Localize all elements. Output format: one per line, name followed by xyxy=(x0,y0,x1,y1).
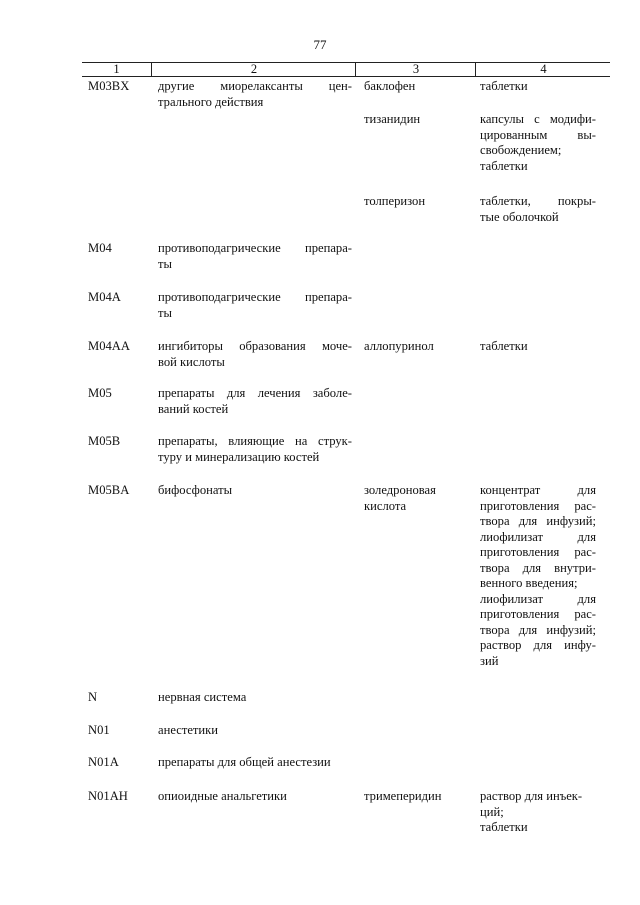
header-col-1: 1 xyxy=(113,62,120,76)
word: приготовления xyxy=(480,545,560,559)
word: моче- xyxy=(321,339,352,353)
atc-code xyxy=(88,690,148,706)
dosage-form xyxy=(480,79,596,95)
text-line: нервная система xyxy=(158,690,247,704)
text-line: аллопуринол xyxy=(364,339,434,353)
word: покры- xyxy=(557,194,596,208)
dosage-form xyxy=(480,339,596,355)
dosage-form xyxy=(480,789,596,836)
text-line xyxy=(480,638,596,654)
text-line xyxy=(158,434,352,450)
text-line: венного введения; xyxy=(480,576,578,590)
text-line xyxy=(480,128,596,144)
word: рас- xyxy=(574,607,596,621)
text-line xyxy=(480,592,596,608)
word: концентрат xyxy=(480,483,541,497)
text-line: ты xyxy=(158,305,172,320)
group-name xyxy=(158,723,352,739)
text-line xyxy=(480,483,596,499)
word: твора xyxy=(480,560,510,575)
text-line xyxy=(158,79,352,95)
text-line: вой кислоты xyxy=(158,354,225,369)
atc-code xyxy=(88,789,148,805)
word: для xyxy=(518,514,538,528)
word: препараты, xyxy=(158,434,218,448)
word: для xyxy=(577,591,596,606)
table-header xyxy=(82,63,610,76)
text-line: M03BX xyxy=(88,79,130,93)
table-header-border xyxy=(82,76,610,77)
word: инфузий; xyxy=(546,514,596,528)
atc-code xyxy=(88,723,148,739)
word: препара- xyxy=(304,241,352,255)
word: инфузий; xyxy=(546,622,596,637)
word: внутри- xyxy=(554,560,596,575)
group-name xyxy=(158,690,352,706)
text-line: тизанидин xyxy=(364,112,421,126)
word: для xyxy=(518,622,538,637)
word: противоподагрические xyxy=(158,290,281,304)
text-line: N01 xyxy=(88,723,110,737)
atc-code xyxy=(88,386,148,402)
word: другие xyxy=(158,79,195,93)
text-line: зий xyxy=(480,653,499,668)
group-name xyxy=(158,241,352,272)
word: приготовления xyxy=(480,498,560,513)
word: лечения xyxy=(257,386,301,400)
word: образования xyxy=(239,339,306,353)
text-line: раствор для инъек- xyxy=(480,789,583,803)
text-line: трального действия xyxy=(158,94,264,109)
header-col-3: 3 xyxy=(355,63,476,76)
word: лиофилизат xyxy=(480,591,543,606)
word: приготовления xyxy=(480,607,560,621)
text-line: N xyxy=(88,690,98,704)
text-line xyxy=(158,386,352,402)
word: миорелаксанты xyxy=(220,79,303,93)
text-line: опиоидные анальгетики xyxy=(158,789,287,803)
drug-name xyxy=(364,79,468,95)
atc-code xyxy=(88,241,148,257)
text-line: толперизон xyxy=(364,194,426,208)
word: таблетки, xyxy=(480,194,531,208)
word: инфу- xyxy=(564,638,596,652)
text-line: M05 xyxy=(88,386,112,400)
text-line: препараты для общей анестезии xyxy=(158,755,331,769)
word: рас- xyxy=(574,545,596,559)
text-line: M05B xyxy=(88,434,121,448)
text-line xyxy=(480,499,596,515)
text-line: N01AH xyxy=(88,789,128,803)
text-line xyxy=(480,607,596,623)
word: ингибиторы xyxy=(158,339,223,353)
word: препараты xyxy=(158,386,215,400)
header-col-4: 4 xyxy=(475,63,611,76)
text-line xyxy=(158,241,352,257)
text-line: N01A xyxy=(88,755,119,769)
text-line: кислота xyxy=(364,498,407,513)
text-line: M05BA xyxy=(88,483,130,497)
text-line xyxy=(480,514,596,530)
text-line: M04AA xyxy=(88,339,130,353)
text-line: бифосфонаты xyxy=(158,483,233,497)
text-line: таблетки xyxy=(480,79,528,93)
word: лиофилизат xyxy=(480,529,543,544)
group-name xyxy=(158,483,352,499)
word: цен- xyxy=(328,79,352,93)
word: вы- xyxy=(577,127,596,142)
drug-name xyxy=(364,483,468,514)
text-line xyxy=(480,623,596,639)
text-line xyxy=(158,339,352,355)
atc-code xyxy=(88,79,148,95)
dosage-form xyxy=(480,483,596,669)
drug-name xyxy=(364,194,468,210)
drug-name xyxy=(364,339,468,355)
text-line: M04A xyxy=(88,290,121,304)
word: препара- xyxy=(304,290,352,304)
atc-code xyxy=(88,290,148,306)
text-line: золедроновая xyxy=(364,483,436,497)
text-line: таблетки xyxy=(480,820,528,834)
atc-code xyxy=(88,434,148,450)
text-line: M04 xyxy=(88,241,112,255)
text-line: тримеперидин xyxy=(364,789,442,803)
text-line xyxy=(480,545,596,561)
atc-code xyxy=(88,755,148,771)
text-line: таблетки xyxy=(480,158,528,173)
text-line: анестетики xyxy=(158,723,219,737)
group-name xyxy=(158,79,352,110)
group-name xyxy=(158,755,352,771)
word: для xyxy=(226,386,246,400)
word: раствор xyxy=(480,638,522,652)
word: на xyxy=(295,434,308,448)
word: для xyxy=(533,638,553,652)
text-line: свобождением; xyxy=(480,143,562,157)
word: рас- xyxy=(574,498,596,513)
text-line xyxy=(480,561,596,577)
text-line xyxy=(480,112,596,128)
text-line xyxy=(480,194,596,210)
word: для xyxy=(577,483,596,497)
word: заболе- xyxy=(312,386,352,400)
text-line: баклофен xyxy=(364,79,416,93)
word: модифи- xyxy=(549,112,596,126)
word: капсулы xyxy=(480,112,525,126)
text-line xyxy=(158,290,352,306)
text-line: таблетки xyxy=(480,339,528,353)
drug-name xyxy=(364,112,468,128)
word: с xyxy=(534,112,540,126)
group-name xyxy=(158,789,352,805)
word: цированным xyxy=(480,127,548,142)
atc-code xyxy=(88,483,148,499)
text-line: тые оболочкой xyxy=(480,209,559,224)
word: влияющие xyxy=(228,434,285,448)
word: струк- xyxy=(318,434,352,448)
page-number: 77 xyxy=(313,37,327,52)
group-name xyxy=(158,290,352,321)
text-line: ций; xyxy=(480,804,504,819)
atc-code xyxy=(88,339,148,355)
text-line: ваний костей xyxy=(158,401,229,416)
text-line: ты xyxy=(158,256,172,271)
word: противоподагрические xyxy=(158,241,281,255)
dosage-form xyxy=(480,112,596,174)
word: для xyxy=(577,529,596,544)
word: твора xyxy=(480,514,510,528)
text-line: туру и минерализацию костей xyxy=(158,449,320,464)
header-col-2: 2 xyxy=(151,63,356,76)
group-name xyxy=(158,339,352,370)
drug-name xyxy=(364,789,468,805)
word: для xyxy=(522,560,542,575)
dosage-form xyxy=(480,194,596,225)
group-name xyxy=(158,434,352,465)
text-line xyxy=(480,530,596,546)
word: твора xyxy=(480,622,510,637)
group-name xyxy=(158,386,352,417)
